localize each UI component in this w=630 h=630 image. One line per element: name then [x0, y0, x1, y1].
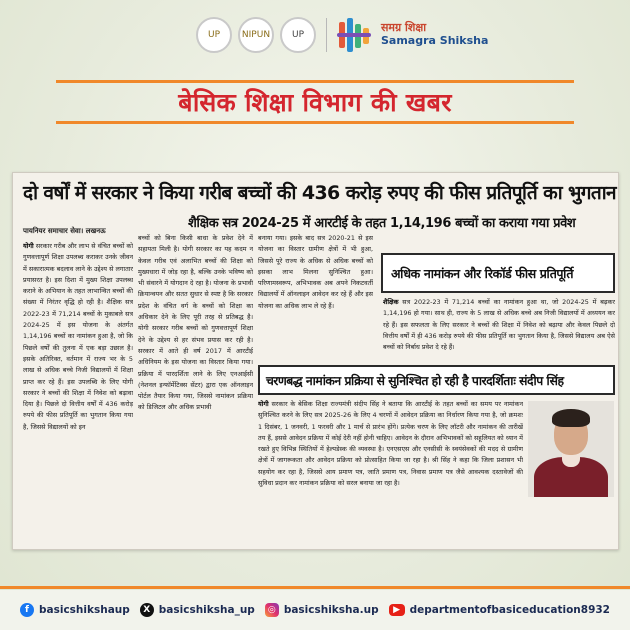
column-text: सत्र 2022-23 में 71,214 बच्चों का नामांकन हुआ था, जो 2024-25 में बढ़कर 1,14,196 हो गया। साथ ही, राज्य के 5 लाख से अधिक बच्चे अब निजी विद्यालयों में अध्ययन कर रहे हैं। इस सफलता के लिए सरकार ने बच्चों की शिक्षा में निवेश को बढ़ाया और केवल पिछले दो वित्तीय वर्षों में ही 436 करोड़ रुपये की फीस प्रतिपूर्ति का भुगतान किया है, जिससे विद्यालय अब ऐसे बच्चों को निर्बाध प्रवेश दे रहे हैं।	[383, 298, 615, 352]
samagra-shiksha-brand	[381, 22, 488, 47]
headline-banner	[56, 80, 574, 124]
youtube-handle: departmentofbasiceducation8932	[409, 604, 610, 616]
minister-photo	[528, 401, 614, 497]
column-text: बच्चों को बिना किसी बाधा के प्रवेश देने में सहायता मिली है। योगी सरकार का यह कदम न केवल गरीब एवं अलाभित बच्चों की शिक्षा को मुख्यधारा में जोड़ रहा है, बल्कि उनके भविष्य को भी संवारने में योगदान दे रहा है। योजना के प्रभावी क्रियान्वयन और सतत सुधार से स्पष्ट है कि सरकार प्रदेश के वंचित वर्ग के बच्चों को शिक्षा का अधिकार देने के लिए पूरी तरह से प्रतिबद्ध है। योगी सरकार गरीब बच्चों को गुणवत्तापूर्ण शिक्षा देने के उद्देश्य से हर संभव प्रयास कर रही है। सरकार में आते ही वर्ष 2017 में आरटीई अधिनियम के इस योजना का विस्तार किया गया। प्रक्रिया में पारदर्शिता लाने के लिए एनआईसी (नेशनल इन्फॉर्मेटिक्स सेंटर) द्वारा एक ऑनलाइन पोर्टल तैयार किया गया, जिससे नामांकन प्रक्रिया को डिजिटल और अधिक प्रभावी	[138, 234, 253, 412]
emblem-label: UP	[291, 30, 304, 40]
article-column-3	[258, 233, 373, 361]
brand-english: Samagra Shiksha	[381, 34, 489, 47]
page-title: बेसिक शिक्षा विभाग की खबर	[178, 88, 452, 117]
logo-bar	[196, 10, 488, 60]
column-text: सरकार गरीब और लाभ से वंचित बच्चों को गुणवत्तापूर्ण शिक्षा उपलब्ध कराकर उनके जीवन में सकारात्मक बदलाव लाने के उद्देश्य से लगातार प्रयासरत है। इस दिशा में मुख्य शिक्षा उपलब्ध कराने के अभियान के तहत लाभान्वित बच्चों की संख्या में निरंतर वृद्धि हो रही है। शैक्षिक सत्र 2022-23 में 71,214 बच्चों के मुकाबले सत्र 2024-25 में इस योजना के अंतर्गत 1,14,196 बच्चों का नामांकन हुआ है, जो कि पिछले वर्षों की तुलना में एक बड़ा उछाल है। इसके अतिरिक्त, वर्तमान में राज्य भर के 5 लाख से अधिक बच्चे निजी विद्यालयों में शिक्षा प्राप्त कर रहे हैं। इस उपलब्धि के लिए योगी सरकार ने बच्चों की शिक्षा में निवेश को बढ़ावा दिया है। पिछले दो वित्तीय वर्षों में 436 करोड़ रुपये की फीस प्रतिपूर्ति का भुगतान किया गया है, जिससे विद्यालयों को इन	[23, 242, 133, 431]
footer-rule	[0, 586, 630, 589]
x-icon: X	[140, 603, 154, 617]
headline-rule-bottom	[56, 121, 574, 124]
state-emblem	[280, 17, 316, 53]
logo-divider	[326, 18, 327, 52]
brand-hindi: समग्र शिक्षा	[381, 21, 427, 35]
facebook-icon: f	[20, 603, 34, 617]
headline-rule-top	[56, 80, 574, 83]
youtube-icon: ▶	[389, 604, 405, 616]
column-lead-word: योगी	[258, 400, 269, 408]
nipun-bharat-logo	[238, 17, 274, 53]
facebook-link[interactable]	[20, 603, 130, 617]
clipping-headline: दो वर्षों में सरकार ने किया गरीब बच्चों की 436 करोड़ रुपए की फीस प्रतिपूर्ति का भुगतान	[23, 182, 616, 204]
column-lead-word: योगी	[23, 242, 34, 250]
column-text: बनाया गया। इसके बाद सत्र 2020-21 से इस योजना का विस्तार ग्रामीण क्षेत्रों में भी हुआ, जिससे पूरे राज्य के अधिक से अधिक बच्चों को इसका लाभ मिलना सुनिश्चित हुआ। परिणामस्वरूप, अभिभावक अब अपने निकटवर्ती विद्यालयों में ऑनलाइन आवेदन कर रहे हैं और इस योजना का अधिक लाभ ले रहे हैं।	[258, 234, 373, 310]
instagram-link[interactable]	[265, 603, 379, 617]
instagram-handle: basicshiksha.up	[283, 604, 379, 616]
instagram-icon: ◎	[265, 603, 279, 617]
column-lead-word: शैक्षिक	[383, 298, 399, 306]
clipping-byline: पायनियर समाचार सेवा। लखनऊ	[23, 227, 106, 235]
article-column-2	[138, 233, 253, 541]
newspaper-clipping	[12, 172, 619, 550]
article-column-5	[258, 399, 523, 545]
section-heading-enrollment: अधिक नामांकन और रिकॉर्ड फीस प्रतिपूर्ति	[381, 253, 615, 293]
samagra-shiksha-icon	[337, 18, 371, 52]
facebook-handle: basicshikshaup	[39, 604, 130, 616]
up-government-emblem	[196, 17, 232, 53]
youtube-link[interactable]	[389, 604, 610, 616]
article-column-1	[23, 241, 133, 541]
column-text: सरकार के बेसिक शिक्षा राज्यमंत्री संदीप सिंह ने बताया कि आरटीई के तहत बच्चों का समय पर नामांकन सुनिश्चित करने के लिए सत्र 2025-26 के लिए 4 चरणों में आवेदन प्रक्रिया का निर्धारण किया गया है, जो क्रमशः 1 दिसंबर, 1 जनवरी, 1 फरवरी और 1 मार्च से प्रारंभ होंगे। प्रत्येक चरण के लिए लॉटरी और नामांकन की तारीखें तय हैं, इससे आवेदन प्रक्रिया में कोई देरी नहीं होनी चाहिए। आवेदन के दौरान अभिभावकों को सहूलियत को ध्यान में रखते हुए विभिन्न स्थितियों में हेल्पडेस्क की व्यवस्था है। एनएसएस और एनसीसी के स्वयंसेवकों की मदद से ग्रामीण क्षेत्रों में जागरूकता और आवेदन प्रक्रिया को प्रोत्साहित किया जा रहा है। श्री सिंह ने कहा कि जिला प्रशासन भी सहयोग कर रहा है, जिससे आय प्रमाण पत्र, जाति प्रमाण पत्र, निवास प्रमाण पत्र जैसे आवश्यक दस्तावेजों की सुविधा प्रदान कर नामांकन प्रक्रिया को सरल बनाया जा रहा है।	[258, 400, 523, 488]
emblem-label: UP	[207, 30, 220, 40]
section-heading-transparency: चरणबद्ध नामांकन प्रक्रिया से सुनिश्चित हो रही है पारदर्शिताः संदीप सिंह	[258, 365, 615, 395]
x-link[interactable]	[140, 603, 255, 617]
social-footer	[0, 590, 630, 630]
x-handle: basicshiksha_up	[158, 604, 255, 616]
clipping-subheadline: शैक्षिक सत्र 2024-25 में आरटीई के तहत 1,14,196 बच्चों का कराया गया प्रवेश	[188, 216, 576, 231]
emblem-label: NIPUN	[241, 30, 271, 40]
